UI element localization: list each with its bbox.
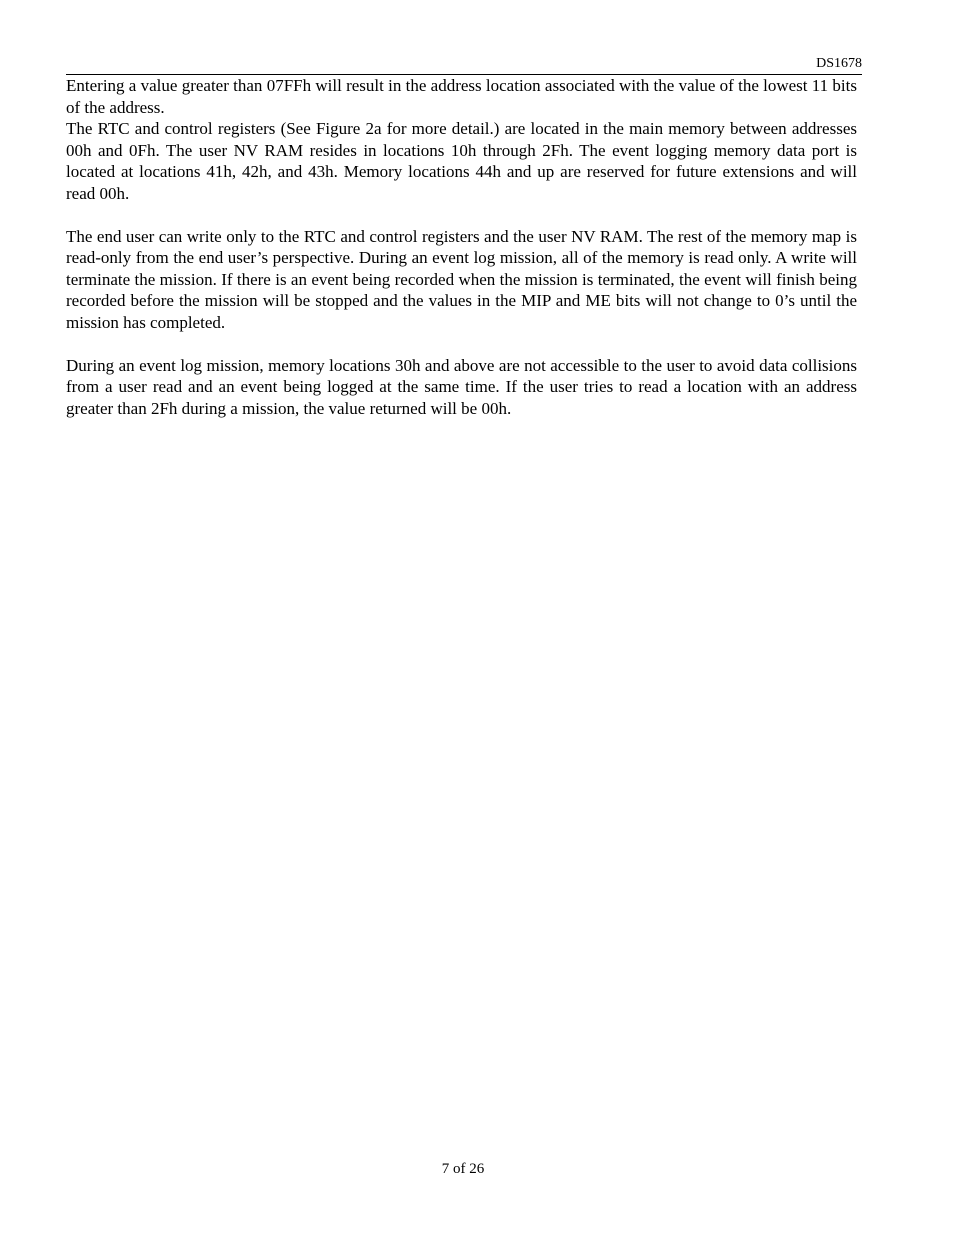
body-text (66, 75, 857, 419)
paragraph-mission-access: During an event log mission, memory locations 30h and above are not accessible to the user to avoid data collisions from a user read and an event being logged at the same time. If the user tries to read a location with an address greater than 2Fh during a mission, the value returned will be 00h. (66, 355, 857, 418)
paragraph-memory-locations: The RTC and control registers (See Figure 2a for more detail.) are located in the main memory between addresses 00h and 0Fh. The user NV RAM resides in locations 10h through 2Fh. The event logging memory data port is located at locations 41h, 42h, and 43h. Memory locations 44h and up are reserved for future extensions and will read 00h. (66, 119, 857, 203)
page-header (66, 55, 862, 75)
document-id: DS1678 (816, 56, 862, 71)
paragraph-address-wrap: Entering a value greater than 07FFh will result in the address location associated with the value of the lowest 11 bits of the address. (66, 76, 857, 117)
paragraph-write-access: The end user can write only to the RTC and control registers and the user NV RAM. The rest of the memory map is read-only from the end user’s perspective. During an event log mission, all of the memory is read only. A write will terminate the mission. If there is an event being recorded when the mission is terminated, the event will finish being recorded before the mission will be stopped and the values in the MIP and ME bits will not change to 0’s until the mission has completed. (66, 226, 857, 332)
page-number: 7 of 26 (441, 1161, 485, 1177)
